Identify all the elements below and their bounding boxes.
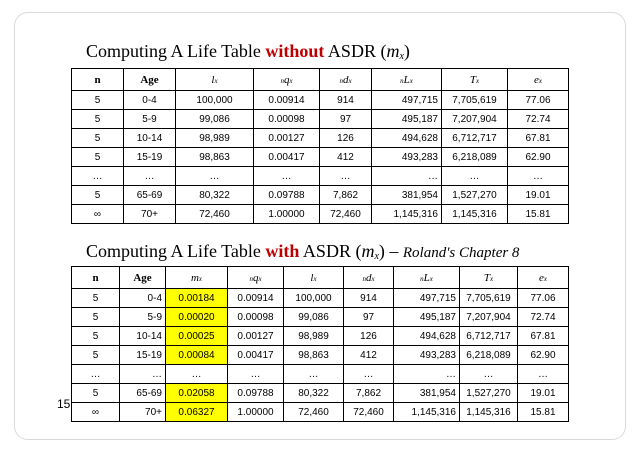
- table-cell: …: [166, 365, 228, 384]
- table-cell: 6,712,717: [442, 129, 508, 148]
- table-cell: 5: [72, 110, 124, 129]
- table-cell: 1,145,316: [442, 205, 508, 224]
- table-cell: …: [284, 365, 344, 384]
- table-cell: 15.81: [518, 403, 569, 422]
- table-cell: 126: [344, 327, 394, 346]
- table-cell: …: [176, 167, 254, 186]
- table-cell: 7,207,904: [442, 110, 508, 129]
- table-cell: 80,322: [284, 384, 344, 403]
- heading-1-x: x: [399, 51, 404, 62]
- table-cell: 10-14: [124, 129, 176, 148]
- table-cell: 1.00000: [254, 205, 320, 224]
- table-cell: 1,527,270: [460, 384, 518, 403]
- table-cell: 65-69: [120, 384, 166, 403]
- table-cell: ∞: [72, 205, 124, 224]
- column-header: [72, 69, 124, 91]
- table-row: [72, 205, 569, 224]
- heading-1-m: m: [386, 41, 400, 61]
- table-row: [72, 289, 569, 308]
- header-main: d: [342, 73, 349, 86]
- table-cell: …: [320, 167, 372, 186]
- table-cell: 0.09788: [254, 186, 320, 205]
- table-cell: …: [228, 365, 284, 384]
- column-header: [394, 267, 460, 289]
- table-cell: 67.81: [518, 327, 569, 346]
- table-cell: 98,863: [284, 346, 344, 365]
- table-cell: 67.81: [508, 129, 569, 148]
- table-cell: 412: [320, 148, 372, 167]
- table-cell: 0.00127: [254, 129, 320, 148]
- table-cell: 0-4: [124, 91, 176, 110]
- table-cell: 1,145,316: [460, 403, 518, 422]
- table-cell: 7,705,619: [442, 91, 508, 110]
- column-header: [120, 267, 166, 289]
- table-cell: 381,954: [372, 186, 442, 205]
- column-header: [518, 267, 569, 289]
- table-cell: 99,086: [284, 308, 344, 327]
- table-cell: 19.01: [518, 384, 569, 403]
- table-row: [72, 186, 569, 205]
- header-main: n: [94, 73, 101, 86]
- table-cell: 0.00025: [166, 327, 228, 346]
- header-subscript: x: [476, 76, 480, 85]
- heading-2-chapter: Roland's Chapter 8: [402, 245, 520, 261]
- table-cell: 10-14: [120, 327, 166, 346]
- table-cell: 98,989: [176, 129, 254, 148]
- heading-2-highlight: with: [265, 241, 300, 261]
- header-main: T: [483, 271, 490, 284]
- table-cell: 100,000: [284, 289, 344, 308]
- table-cell: 5-9: [120, 308, 166, 327]
- table-cell: 1,145,316: [394, 403, 460, 422]
- header-main: m: [190, 271, 199, 284]
- table-cell: 6,712,717: [460, 327, 518, 346]
- header-prefix: n: [420, 274, 424, 283]
- table-cell: 80,322: [176, 186, 254, 205]
- table-cell: 493,283: [372, 148, 442, 167]
- table-row: [72, 110, 569, 129]
- table-cell: 0.02058: [166, 384, 228, 403]
- heading-1-close: ): [403, 41, 410, 61]
- life-table-with-asdr: [71, 266, 569, 422]
- table-row: [72, 403, 569, 422]
- table-cell: 5: [72, 186, 124, 205]
- table-cell: 5: [72, 289, 120, 308]
- table-row: [72, 327, 569, 346]
- column-header: [372, 69, 442, 91]
- header-subscript: x: [538, 76, 542, 85]
- table-cell: ∞: [72, 403, 120, 422]
- table-cell: 0.00084: [166, 346, 228, 365]
- header-subscript: x: [313, 274, 317, 283]
- table-cell: 19.01: [508, 186, 569, 205]
- column-header: [442, 69, 508, 91]
- table-cell: 497,715: [394, 289, 460, 308]
- column-header: [228, 267, 284, 289]
- table-cell: 72,460: [176, 205, 254, 224]
- table-cell: 15-19: [124, 148, 176, 167]
- table-cell: 72.74: [518, 308, 569, 327]
- header-subscript: x: [371, 274, 375, 283]
- table-cell: …: [344, 365, 394, 384]
- heading-2-close: ): [378, 241, 385, 261]
- header-prefix: n: [280, 76, 284, 85]
- table-cell: …: [124, 167, 176, 186]
- table-cell: 5: [72, 148, 124, 167]
- column-header: [320, 69, 372, 91]
- table-cell: 494,628: [394, 327, 460, 346]
- table-cell: 5: [72, 129, 124, 148]
- header-main: n: [92, 271, 99, 284]
- table-cell: 0.00914: [228, 289, 284, 308]
- header-main: e: [539, 271, 544, 284]
- header-subscript: x: [198, 274, 203, 283]
- table-cell: 5: [72, 346, 120, 365]
- table-cell: 1,527,270: [442, 186, 508, 205]
- table-cell: 0.00098: [254, 110, 320, 129]
- table-cell: 0.00914: [254, 91, 320, 110]
- table-cell: 100,000: [176, 91, 254, 110]
- heading-2-part2: ASDR (: [299, 241, 362, 261]
- page-number: 15: [57, 397, 71, 411]
- table-cell: …: [372, 167, 442, 186]
- table-cell: 0.00098: [228, 308, 284, 327]
- table-cell: 914: [320, 91, 372, 110]
- header-prefix: n: [362, 274, 366, 283]
- table-cell: 7,862: [344, 384, 394, 403]
- table-row: [72, 148, 569, 167]
- table-cell: 412: [344, 346, 394, 365]
- table-cell: 97: [320, 110, 372, 129]
- table-cell: 98,989: [284, 327, 344, 346]
- table-cell: 494,628: [372, 129, 442, 148]
- table-cell: 77.06: [508, 91, 569, 110]
- column-header: [344, 267, 394, 289]
- life-table-without-asdr: [71, 68, 569, 224]
- table-cell: 15-19: [120, 346, 166, 365]
- header-main: T: [469, 73, 476, 86]
- table-cell: …: [518, 365, 569, 384]
- table-cell: 0.00127: [228, 327, 284, 346]
- heading-1-highlight: without: [265, 41, 325, 61]
- header-subscript: x: [543, 274, 547, 283]
- table-cell: …: [72, 167, 124, 186]
- table-cell: …: [254, 167, 320, 186]
- table-cell: 72,460: [344, 403, 394, 422]
- table-cell: 72,460: [320, 205, 372, 224]
- table-cell: 72.74: [508, 110, 569, 129]
- column-header: [508, 69, 569, 91]
- table-cell: 15.81: [508, 205, 569, 224]
- table-cell: 98,863: [176, 148, 254, 167]
- header-main: Age: [133, 271, 152, 284]
- table-cell: 5: [72, 327, 120, 346]
- table-row: [72, 365, 569, 384]
- table-cell: …: [72, 365, 120, 384]
- column-header: [460, 267, 518, 289]
- heading-without-asdr: [86, 41, 410, 67]
- header-prefix: n: [249, 274, 253, 283]
- header-main: q: [252, 271, 259, 284]
- table-cell: 7,207,904: [460, 308, 518, 327]
- column-header: [72, 267, 120, 289]
- table-cell: 914: [344, 289, 394, 308]
- column-header: [166, 267, 228, 289]
- table-cell: 5: [72, 308, 120, 327]
- table-row: [72, 167, 569, 186]
- table-cell: 7,862: [320, 186, 372, 205]
- table-cell: …: [394, 365, 460, 384]
- table-cell: 7,705,619: [460, 289, 518, 308]
- header-subscript: x: [409, 76, 413, 85]
- table-cell: 70+: [124, 205, 176, 224]
- header-subscript: x: [429, 274, 433, 283]
- table-cell: 5: [72, 384, 120, 403]
- header-subscript: x: [348, 76, 352, 85]
- table-cell: 0.00417: [228, 346, 284, 365]
- table-cell: 0.00184: [166, 289, 228, 308]
- table-cell: 5-9: [124, 110, 176, 129]
- header-main: l: [310, 271, 314, 284]
- table-cell: 62.90: [518, 346, 569, 365]
- table-cell: 77.06: [518, 289, 569, 308]
- heading-2-m: m: [361, 241, 375, 261]
- heading-1-part2: ASDR (: [324, 41, 387, 61]
- column-header: [124, 69, 176, 91]
- header-main: L: [423, 271, 430, 284]
- table-cell: 0.00020: [166, 308, 228, 327]
- table-cell: 65-69: [124, 186, 176, 205]
- table-row: [72, 346, 569, 365]
- header-main: e: [534, 73, 539, 86]
- heading-2-part1: Computing A Life Table: [86, 241, 266, 261]
- table-row: [72, 91, 569, 110]
- table-row: [72, 384, 569, 403]
- table-cell: 497,715: [372, 91, 442, 110]
- table-cell: …: [460, 365, 518, 384]
- header-subscript: x: [490, 274, 494, 283]
- column-header: [254, 69, 320, 91]
- header-prefix: n: [400, 76, 404, 85]
- table-cell: 70+: [120, 403, 166, 422]
- header-prefix: n: [339, 76, 343, 85]
- header-main: q: [283, 73, 290, 86]
- header-subscript: x: [258, 274, 262, 283]
- header-subscript: x: [214, 76, 218, 85]
- table-cell: 72,460: [284, 403, 344, 422]
- column-header: [176, 69, 254, 91]
- table-cell: 62.90: [508, 148, 569, 167]
- table-cell: 0.09788: [228, 384, 284, 403]
- table-cell: 6,218,089: [442, 148, 508, 167]
- heading-with-asdr: [86, 241, 519, 267]
- table-cell: …: [508, 167, 569, 186]
- table-row: [72, 129, 569, 148]
- column-header: [284, 267, 344, 289]
- table-cell: 1.00000: [228, 403, 284, 422]
- table-cell: 99,086: [176, 110, 254, 129]
- table-cell: 495,187: [394, 308, 460, 327]
- header-main: L: [403, 73, 410, 86]
- heading-2-dash: –: [384, 241, 403, 261]
- header-main: d: [365, 271, 372, 284]
- header-main: l: [211, 73, 215, 86]
- table-cell: 6,218,089: [460, 346, 518, 365]
- header-subscript: x: [289, 76, 293, 85]
- table-cell: 493,283: [394, 346, 460, 365]
- table-row: [72, 308, 569, 327]
- table-cell: 495,187: [372, 110, 442, 129]
- table-cell: 126: [320, 129, 372, 148]
- table-cell: 381,954: [394, 384, 460, 403]
- heading-2-x: x: [374, 251, 379, 262]
- table-cell: 5: [72, 91, 124, 110]
- table-cell: 0.06327: [166, 403, 228, 422]
- table-cell: 1,145,316: [372, 205, 442, 224]
- table-cell: 0.00417: [254, 148, 320, 167]
- table-cell: 0-4: [120, 289, 166, 308]
- table-cell: 97: [344, 308, 394, 327]
- header-main: Age: [140, 73, 159, 86]
- table-cell: …: [442, 167, 508, 186]
- table-cell: …: [120, 365, 166, 384]
- heading-1-part1: Computing A Life Table: [86, 41, 266, 61]
